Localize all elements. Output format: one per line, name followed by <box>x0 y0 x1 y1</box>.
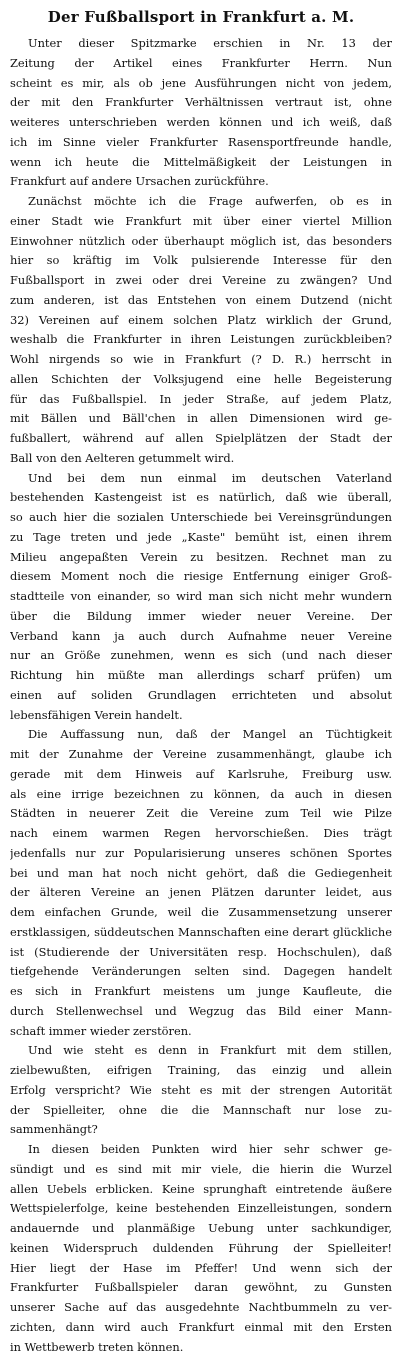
text-line: zichten, dann wird auch Frankfurt einmal mit den Ersten <box>10 1318 392 1338</box>
text-line: einen auf soliden Grundlagen errichteten und absolut <box>10 686 392 706</box>
text-line: gerade mit dem Hinweis auf Karlsruhe, Freiburg usw. <box>10 765 392 785</box>
text-line: Unter dieser Spitzmarke erschien in Nr. 13 der <box>10 34 392 54</box>
text-line: in Wettbewerb treten können. <box>10 1338 392 1357</box>
text-line: der mit den Frankfurter Verhältnissen vertraut ist, ohne <box>10 93 392 113</box>
text-line: Milieu angepaßten Verein zu besitzen. Rechnet man zu <box>10 548 392 568</box>
text-line: weiteres unterschrieben werden können und ich weiß, daß <box>10 113 392 133</box>
text-line: allen Schichten der Volksjugend eine helle Begeisterung <box>10 370 392 390</box>
text-line: ist (Studierende der Universitäten resp. Hochschulen), daß <box>10 943 392 963</box>
text-line: der älteren Vereine an jenen Plätzen darunter leidet, aus <box>10 883 392 903</box>
text-line: Hier liegt der Hase im Pfeffer! Und wenn sich der <box>10 1259 392 1279</box>
text-line: Erfolg verspricht? Wie steht es mit der strengen Autorität <box>10 1081 392 1101</box>
text-line: Wettspielerfolge, keine bestehenden Einzelleistungen, sondern <box>10 1199 392 1219</box>
text-line: stadtteile von einander, so wird man sich nicht mehr wundern <box>10 587 392 607</box>
text-line: Städten in neuerer Zeit die Vereine zum Teil wie Pilze <box>10 804 392 824</box>
text-line: weshalb die Frankfurter in ihren Leistungen zurückbleiben? <box>10 330 392 350</box>
text-line: Zunächst möchte ich die Frage aufwerfen, ob es in <box>10 192 392 212</box>
text-line: durch Stellenwechsel und Wegzug das Bild einer Mann- <box>10 1002 392 1022</box>
paragraph <box>10 1140 392 1357</box>
text-line: erstklassigen, süddeutschen Mannschaften eine derart glückliche <box>10 923 392 943</box>
text-line: Wohl nirgends so wie in Frankfurt (? D. R.) herrscht in <box>10 350 392 370</box>
paragraph <box>10 469 392 726</box>
text-line: allen Uebels erblicken. Keine sprunghaft eintretende äußere <box>10 1180 392 1200</box>
text-line: als eine irrige bezeichnen zu können, da auch in diesen <box>10 785 392 805</box>
text-line: wenn ich heute die Mittelmäßigkeit der Leistungen in <box>10 153 392 173</box>
text-line: sündigt und es sind mit mir viele, die hierin die Wurzel <box>10 1160 392 1180</box>
paragraph <box>10 725 392 1041</box>
text-line: zum anderen, ist das Entstehen von einem Dutzend (nicht <box>10 291 392 311</box>
text-line: Frankfurter Fußballspieler daran gewöhnt, zu Gunsten <box>10 1278 392 1298</box>
text-line: Einwohner nützlich oder überhaupt möglich ist, das besonders <box>10 232 392 252</box>
text-line: es sich in Frankfurt meistens um junge Kaufleute, die <box>10 982 392 1002</box>
text-line: mit Bällen und Bäll'chen in allen Dimensionen wird ge- <box>10 409 392 429</box>
paragraph <box>10 34 392 192</box>
text-line: dem einfachen Grunde, weil die Zusammensetzung unserer <box>10 903 392 923</box>
text-line: so auch hier die sozialen Unterschiede bei Vereinsgründungen <box>10 508 392 528</box>
paragraph <box>10 1041 392 1140</box>
text-line: für das Fußballspiel. In jeder Straße, auf jedem Platz, <box>10 390 392 410</box>
text-line: tiefgehende Veränderungen selten sind. Dagegen handelt <box>10 962 392 982</box>
text-line: 32) Vereinen auf einem solchen Platz wirklich der Grund, <box>10 311 392 331</box>
text-line: unserer Sache auf das ausgedehnte Nachtbummeln zu ver- <box>10 1298 392 1318</box>
article-title: Der Fußballsport in Frankfurt a. M. <box>10 6 392 28</box>
text-line: lebensfähigen Verein handelt. <box>10 706 392 726</box>
text-line: einer Stadt wie Frankfurt mit über einer viertel Million <box>10 212 392 232</box>
text-line: scheint es mir, als ob jene Ausführungen nicht von jedem, <box>10 74 392 94</box>
text-line: sammenhängt? <box>10 1120 392 1140</box>
text-line: Ball von den Aelteren getummelt wird. <box>10 449 392 469</box>
text-line: Die Auffassung nun, daß der Mangel an Tüchtigkeit <box>10 725 392 745</box>
text-line: Fußballsport in zwei oder drei Vereine zu zwängen? Und <box>10 271 392 291</box>
text-line: Verband kann ja auch durch Aufnahme neuer Vereine <box>10 627 392 647</box>
text-line: ich im Sinne vieler Frankfurter Rasensportfreunde handle, <box>10 133 392 153</box>
article-body <box>10 34 392 1357</box>
paragraph <box>10 192 392 469</box>
text-line: In diesen beiden Punkten wird hier sehr schwer ge- <box>10 1140 392 1160</box>
text-line: nur an Größe zunehmen, wenn es sich (und nach dieser <box>10 646 392 666</box>
text-line: nach einem warmen Regen hervorschießen. Dies trägt <box>10 824 392 844</box>
text-line: über die Bildung immer wieder neuer Vereine. Der <box>10 607 392 627</box>
text-line: keinen Widerspruch duldenden Führung der Spielleiter! <box>10 1239 392 1259</box>
text-line: mit der Zunahme der Vereine zusammenhängt, glaube ich <box>10 745 392 765</box>
text-line: Zeitung der Artikel eines Frankfurter Herrn. Nun <box>10 54 392 74</box>
text-line: Und bei dem nun einmal im deutschen Vaterland <box>10 469 392 489</box>
text-line: bestehenden Kastengeist ist es natürlich, daß wie überall, <box>10 488 392 508</box>
text-line: andauernde und planmäßige Uebung unter sachkundiger, <box>10 1219 392 1239</box>
text-line: diesem Moment noch die riesige Entfernung einiger Groß- <box>10 567 392 587</box>
text-line: Frankfurt auf andere Ursachen zurückführe. <box>10 172 392 192</box>
text-line: zu Tage treten und jede „Kaste" bemüht ist, einen ihrem <box>10 528 392 548</box>
text-line: bei und man hat noch nicht gehört, daß die Gediegenheit <box>10 864 392 884</box>
text-line: fußballert, während auf allen Spielplätzen der Stadt der <box>10 429 392 449</box>
text-line: zielbewußten, eifrigen Training, das einzig und allein <box>10 1061 392 1081</box>
text-line: Richtung hin müßte man allerdings scharf prüfen) um <box>10 666 392 686</box>
text-line: der Spielleiter, ohne die die Mannschaft nur lose zu- <box>10 1101 392 1121</box>
text-line: hier so kräftig im Volk pulsierende Interesse für den <box>10 251 392 271</box>
text-line: Und wie steht es denn in Frankfurt mit dem stillen, <box>10 1041 392 1061</box>
text-line: jedenfalls nur zur Popularisierung unseres schönen Sportes <box>10 844 392 864</box>
text-line: schaft immer wieder zerstören. <box>10 1022 392 1042</box>
